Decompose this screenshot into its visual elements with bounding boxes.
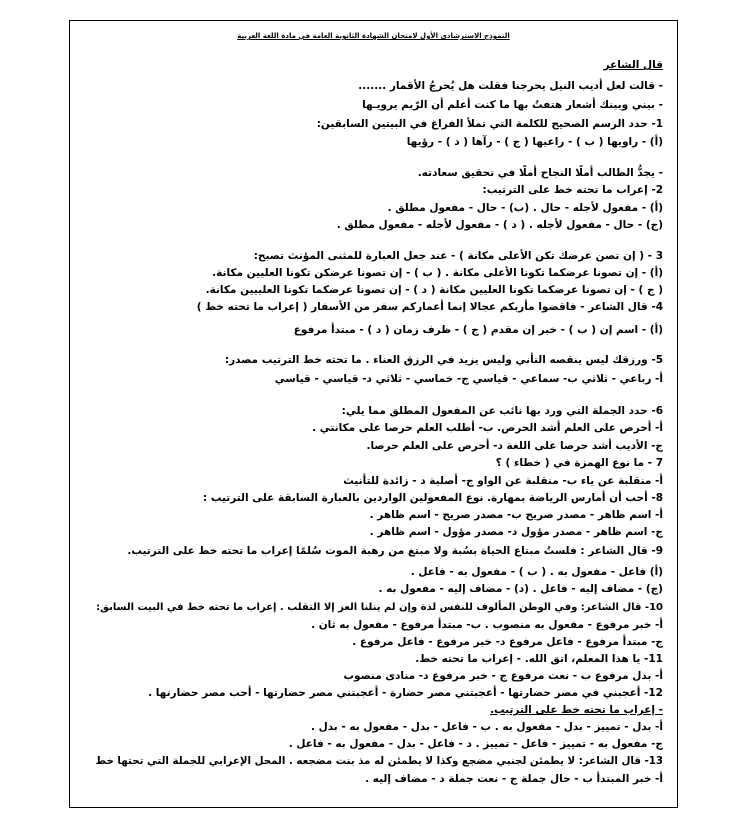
answer-options: ( ج ) - إن تصونا عرضكما تكونا العليين مكانة ( د ) - إن تصونا عرضكما تكونا العلييين مكانة. (205, 284, 663, 296)
answer-options: (أ) - إن تصونا عرضكما تكونا الأعلى مكانة . ( ب ) - إن تصونا عرضكن تكونا العليين مكانة. (212, 267, 663, 279)
question-text: 4- قال الشاعر - فاقضوا مأربكم عجالا إنما أعماركم سفر من الأسفار ( إعراب ما تحته خط ) (196, 301, 663, 313)
answer-options: (ج) - حال - مفعول لأجله . ( د ) - مفعول لأجله - مفعول مطلق . (336, 219, 663, 231)
answer-options: أ- أحرص على العلم أشد الحرص. ب- أطلب العلم حرصا على مكانتي . (312, 422, 663, 434)
question-text: 7 - ما نوع الهمزة في ( خطاء ) ؟ (495, 457, 663, 469)
question-text: 10- قال الشاعر: وفي الوطن المألوف للنفس لذة وإن لم ينلنا العز إلا التقلب . إعراب ما تحته خط في البيت السابق: (96, 602, 663, 613)
question-text: 5- ورزقك ليس ينقصه التأني وليس يزيد في الرزق العناء . ما تحته خط الترتيب مصدر: (224, 354, 663, 366)
poem-line: - قالت لعل أديب النيل يحرجنا فقلت هل يُحرجُ الأقمار ....... (358, 80, 663, 92)
exam-page (69, 20, 678, 808)
question-text: 13- قال الشاعر: لا يطمئن لجنبي مضجع وكذا لا يطمئن له مذ بنت مضجعه . المحل الإعرابي للجملة التي تحتها خط (95, 755, 663, 767)
answer-options: أ- اسم ظاهر - مصدر صريح ب- مصدر صريح - اسم ظاهر . (369, 509, 663, 521)
answer-options: ج- مبتدأ مرفوع - فاعل مرفوع د- خبر مرفوع - فاعل مرفوع . (352, 636, 663, 648)
answer-options: (أ) - راويها ( ب ) - راعيها ( ج ) - رآها ( د ) - رؤيها (406, 136, 663, 148)
answer-options: أ- منقلبة عن ياء ب- منقلبة عن الواو ج- أصلية د - زائدة للتأنيث (343, 475, 663, 487)
question-text: 9- قال الشاعر : فلستُ مبتاع الحياة بسُبة ولا مبتغ من رهبة الموت سُلمًا إعراب ما تحته خط على الترتيب. (127, 545, 663, 557)
answer-options: (أ) - مفعول لأجله - حال . (ب) - حال - مفعول مطلق . (387, 202, 663, 214)
question-text: 6- حدد الجملة التي ورد بها نائب عن المفعول المطلق مما يلي: (341, 405, 663, 417)
answer-options: (ج) - مضاف إليه - فاعل . (د) - مضاف إليه - مفعول به . (378, 583, 663, 595)
answer-options: أ- خبر المبتدأ ب - حال جملة ج - نعت جملة د - مضاف إليه . (365, 773, 663, 785)
answer-options: أ- رباعي - ثلاثي ب- سماعي - قياسي ج- خماسي - ثلاثي د- قياسي - قياسي (274, 373, 663, 385)
answer-options: أ- خبر مرفوع - مفعول به منصوب . ب- مبتدأ مرفوع - مفعول به ثان . (311, 619, 663, 631)
question-text: 3 - ( إن تصن عرضك تكن الأعلى مكانة ) - عند جعل العبارة للمثنى المؤنث تصبح: (253, 250, 663, 262)
question-text: 1- حدد الرسم الصحيح للكلمة التي تملأ الفراغ في البيتين السابقين: (316, 118, 663, 130)
answer-options: (أ) فاعل - مفعول به . ( ب ) - مفعول به - فاعل . (410, 566, 663, 578)
answer-options: أ- بدل - تمييز - بدل - مفعول به . ب - فاعل - بدل - مفعول به - بدل . (310, 721, 663, 733)
question-text: 11- يا هذا المعلم، اتق الله. - إعراب ما تحته خط. (415, 653, 663, 665)
answer-options: ج- اسم ظاهر - مصدر مؤول د- مصدر مؤول - اسم ظاهر . (369, 526, 663, 538)
answer-options: ج- مفعول به - تمييز - فاعل - تمييز . د - فاعل - بدل - مفعول به - فاعل . (288, 738, 663, 750)
answer-options: أ- بدل مرفوع ب - نعت مرفوع ج - خبر مرفوع د- منادى منصوب (343, 670, 663, 682)
answer-options: ج- الأديب أشد حرصا على اللغة د- أحرص على العلم حرصا. (366, 440, 663, 452)
question-text: 2- إعراب ما تحته خط على الترتيب: (482, 184, 663, 196)
question-text: 8- أحب أن أمارس الرياضة بمهارة. نوع المفعولين الواردين بالعبارة السابقة على الترتيب : (203, 492, 663, 504)
poem-line: - بيني وبينك أشعار هتفتُ بها ما كنت أعلم أن الرّيم يرويـها (362, 99, 663, 111)
page-title: النموذج الاسترشادى الأول لامتحان الشهادة الثانوية العامة في مادة اللغة العربية (237, 32, 510, 40)
answer-options: (أ) - اسم إن ( ب ) - خبر إن مقدم ( ج ) - ظرف زمان ( د ) - مبتدأ مرفوع (293, 324, 663, 336)
question-text: 12- أعجبني في مصر حضارتها - أعجبتني مصر حضارة - أعجبتني مصر حضارتها - أحب مصر حضارتها . (148, 687, 663, 699)
question-instruction: - إعراب ما تحته خط على الترتيب. (490, 704, 663, 716)
question-sentence: - يجدُّ الطالب أملًا النجاح أملًا في تحقيق سعادته. (417, 167, 663, 179)
section-heading: قال الشاعر (603, 59, 663, 71)
